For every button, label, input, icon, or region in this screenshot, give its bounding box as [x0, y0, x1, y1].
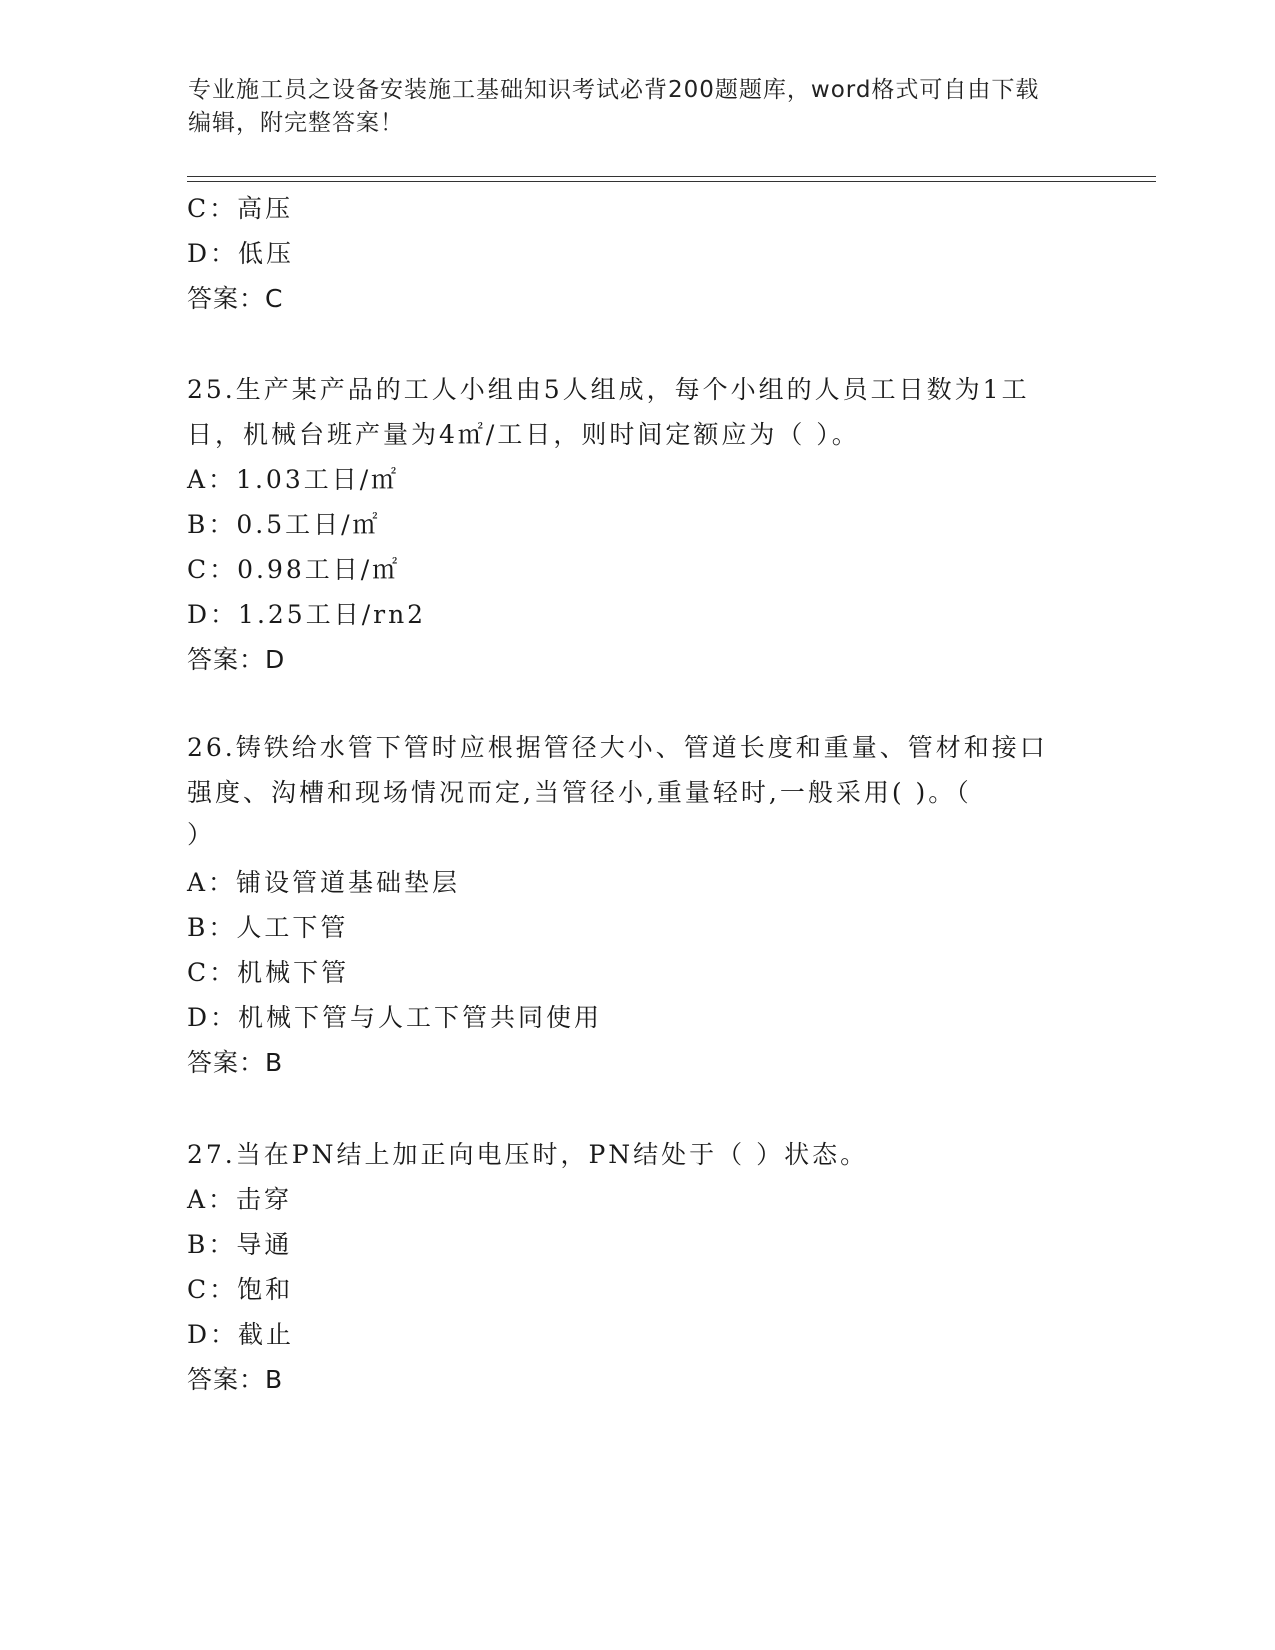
q26-option-b: B：人工下管 [187, 913, 349, 942]
q26-option-a: A：铺设管道基础垫层 [187, 868, 461, 897]
q25-option-a: A：1.03工日/㎡ [187, 465, 400, 494]
prev-answer: 答案：C [187, 284, 284, 313]
q26-stem-line-2: 强度、沟槽和现场情况而定,当管径小,重量轻时,一般采用( )。（ [187, 778, 972, 807]
header-divider-bottom [187, 181, 1156, 182]
header-line-1: 专业施工员之设备安装施工基础知识考试必背200题题库，word格式可自由下载 [188, 77, 1040, 103]
q25-stem-line-1: 25.生产某产品的工人小组由5人组成，每个小组的人员工日数为1工 [187, 375, 1030, 404]
q26-stem-line-1: 26.铸铁给水管下管时应根据管径大小、管道长度和重量、管材和接口 [187, 733, 1048, 762]
q26-option-d: D：机械下管与人工下管共同使用 [187, 1003, 603, 1032]
q25-stem-line-2: 日，机械台班产量为4㎡/工日，则时间定额应为（ ）。 [187, 420, 860, 449]
q25-option-d: D：1.25工日/rn2 [187, 600, 427, 629]
prev-option-c: C：高压 [187, 194, 294, 223]
q27-option-c: C：饱和 [187, 1275, 294, 1304]
header-line-2: 编辑，附完整答案！ [188, 110, 404, 136]
q26-option-c: C：机械下管 [187, 958, 350, 987]
q26-answer: 答案：B [187, 1048, 284, 1077]
q25-option-c: C：0.98工日/㎡ [187, 555, 401, 584]
q27-option-a: A：击穿 [187, 1185, 293, 1214]
q27-stem-line-1: 27.当在PN结上加正向电压时，PN结处于（ ）状态。 [187, 1140, 869, 1169]
q26-stem-line-3: ） [187, 820, 216, 849]
q25-option-b: B：0.5工日/㎡ [187, 510, 381, 539]
q27-option-d: D：截止 [187, 1320, 295, 1349]
document-header [188, 74, 1088, 140]
prev-option-d: D：低压 [187, 239, 295, 268]
q27-answer: 答案：B [187, 1365, 284, 1394]
q27-option-b: B：导通 [187, 1230, 293, 1259]
q25-answer: 答案：D [187, 645, 286, 674]
header-divider-top [187, 176, 1156, 177]
